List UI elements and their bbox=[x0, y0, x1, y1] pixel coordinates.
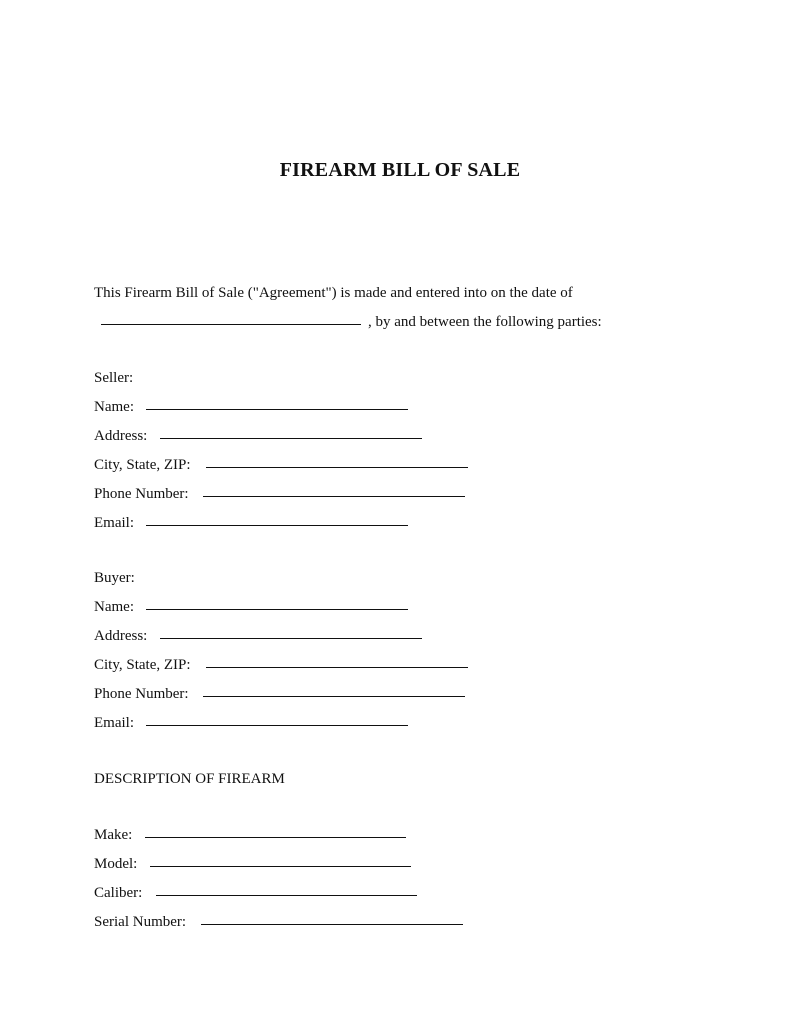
intro-text-line-2: , by and between the following parties: bbox=[368, 314, 602, 330]
page-title: FIREARM BILL OF SALE bbox=[279, 159, 521, 181]
seller-name-blank[interactable] bbox=[146, 409, 408, 410]
buyer-heading: Buyer: bbox=[94, 570, 135, 586]
buyer-phone-label: Phone Number: bbox=[94, 686, 189, 702]
firearm-serial-number-blank[interactable] bbox=[201, 924, 463, 925]
firearm-make-label: Make: bbox=[94, 827, 133, 843]
seller-name-label: Name: bbox=[94, 399, 134, 415]
seller-city-state-zip-blank[interactable] bbox=[206, 467, 468, 468]
date-blank-line[interactable] bbox=[101, 324, 361, 325]
seller-email-blank[interactable] bbox=[146, 525, 408, 526]
seller-email-label: Email: bbox=[94, 515, 134, 531]
firearm-description-heading: DESCRIPTION OF FIREARM bbox=[94, 771, 285, 787]
buyer-address-label: Address: bbox=[94, 628, 148, 644]
firearm-caliber-label: Caliber: bbox=[94, 885, 143, 901]
firearm-serial-number-label: Serial Number: bbox=[94, 914, 187, 930]
buyer-phone-blank[interactable] bbox=[203, 696, 465, 697]
buyer-email-blank[interactable] bbox=[146, 725, 408, 726]
seller-phone-blank[interactable] bbox=[203, 496, 465, 497]
seller-heading: Seller: bbox=[94, 370, 134, 386]
buyer-address-blank[interactable] bbox=[160, 638, 422, 639]
firearm-model-blank[interactable] bbox=[150, 866, 411, 867]
firearm-model-label: Model: bbox=[94, 856, 138, 872]
buyer-name-blank[interactable] bbox=[146, 609, 408, 610]
intro-text-line-1: This Firearm Bill of Sale ("Agreement") is made and entered into on the date of bbox=[94, 285, 573, 301]
seller-phone-label: Phone Number: bbox=[94, 486, 189, 502]
firearm-make-blank[interactable] bbox=[145, 837, 406, 838]
buyer-email-label: Email: bbox=[94, 715, 134, 731]
buyer-name-label: Name: bbox=[94, 599, 134, 615]
firearm-caliber-blank[interactable] bbox=[156, 895, 417, 896]
seller-city-state-zip-label: City, State, ZIP: bbox=[94, 457, 191, 473]
seller-address-label: Address: bbox=[94, 428, 148, 444]
seller-address-blank[interactable] bbox=[160, 438, 422, 439]
buyer-city-state-zip-label: City, State, ZIP: bbox=[94, 657, 191, 673]
buyer-city-state-zip-blank[interactable] bbox=[206, 667, 468, 668]
